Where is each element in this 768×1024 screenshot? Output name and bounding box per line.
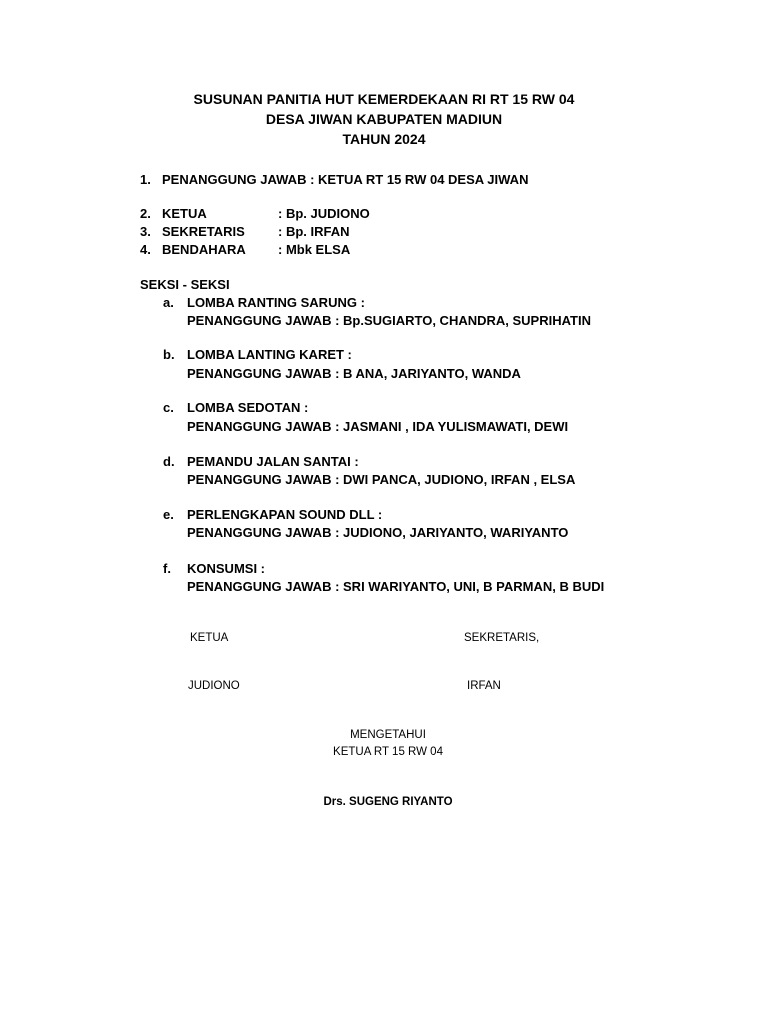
signature-right-name: IRFAN	[467, 680, 501, 692]
section-responsible: PENANGGUNG JAWAB : SRI WARIYANTO, UNI, B PARMAN, B BUDI	[187, 579, 605, 594]
section-title: PERLENGKAPAN SOUND DLL :	[187, 507, 383, 522]
section-letter: c.	[163, 400, 174, 415]
section-responsible: PENANGGUNG JAWAB : DWI PANCA, JUDIONO, IRFAN , ELSA	[187, 472, 576, 487]
officer-responsible: PENANGGUNG JAWAB : KETUA RT 15 RW 04 DESA JIWAN	[162, 172, 529, 187]
signature-left-role: KETUA	[190, 632, 229, 644]
section-title: LOMBA RANTING SARUNG :	[187, 295, 365, 310]
section-responsible: PENANGGUNG JAWAB : Bp.SUGIARTO, CHANDRA, SUPRIHATIN	[187, 313, 591, 328]
section-title: LOMBA SEDOTAN :	[187, 400, 309, 415]
section-title: LOMBA LANTING KARET :	[187, 347, 352, 362]
section-letter: e.	[163, 507, 174, 522]
section-responsible: PENANGGUNG JAWAB : JASMANI , IDA YULISMAWATI, DEWI	[187, 419, 569, 434]
acknowledge-role: KETUA RT 15 RW 04	[333, 746, 443, 758]
sections-heading: SEKSI - SEKSI	[140, 277, 230, 292]
section-responsible: PENANGGUNG JAWAB : B ANA, JARIYANTO, WANDA	[187, 366, 521, 381]
doc-title-line2: DESA JIWAN KABUPATEN MADIUN	[265, 111, 503, 127]
officer-role: KETUA	[162, 206, 207, 221]
officer-name: : Bp. JUDIONO	[278, 206, 370, 221]
officer-name: : Mbk ELSA	[278, 242, 351, 257]
section-title: PEMANDU JALAN SANTAI :	[187, 454, 359, 469]
doc-title-line1: SUSUNAN PANITIA HUT KEMERDEKAAN RI RT 15 RW 04	[193, 91, 575, 107]
doc-title-line3: TAHUN 2024	[342, 131, 426, 147]
section-title: KONSUMSI :	[187, 561, 265, 576]
officer-number: 3.	[140, 224, 151, 239]
section-letter: f.	[163, 561, 171, 576]
section-letter: d.	[163, 454, 175, 469]
signature-right-role: SEKRETARIS,	[464, 632, 540, 644]
officer-role: BENDAHARA	[162, 242, 246, 257]
officer-number: 1.	[140, 172, 151, 187]
section-responsible: PENANGGUNG JAWAB : JUDIONO, JARIYANTO, WARIYANTO	[187, 525, 569, 540]
officer-name: : Bp. IRFAN	[278, 224, 350, 239]
signature-left-name: JUDIONO	[188, 680, 240, 692]
section-letter: a.	[163, 295, 174, 310]
officer-number: 2.	[140, 206, 151, 221]
section-letter: b.	[163, 347, 175, 362]
officer-number: 4.	[140, 242, 151, 257]
officer-role: SEKRETARIS	[162, 224, 245, 239]
acknowledge-label: MENGETAHUI	[350, 729, 426, 741]
acknowledge-name: Drs. SUGENG RIYANTO	[323, 796, 453, 808]
